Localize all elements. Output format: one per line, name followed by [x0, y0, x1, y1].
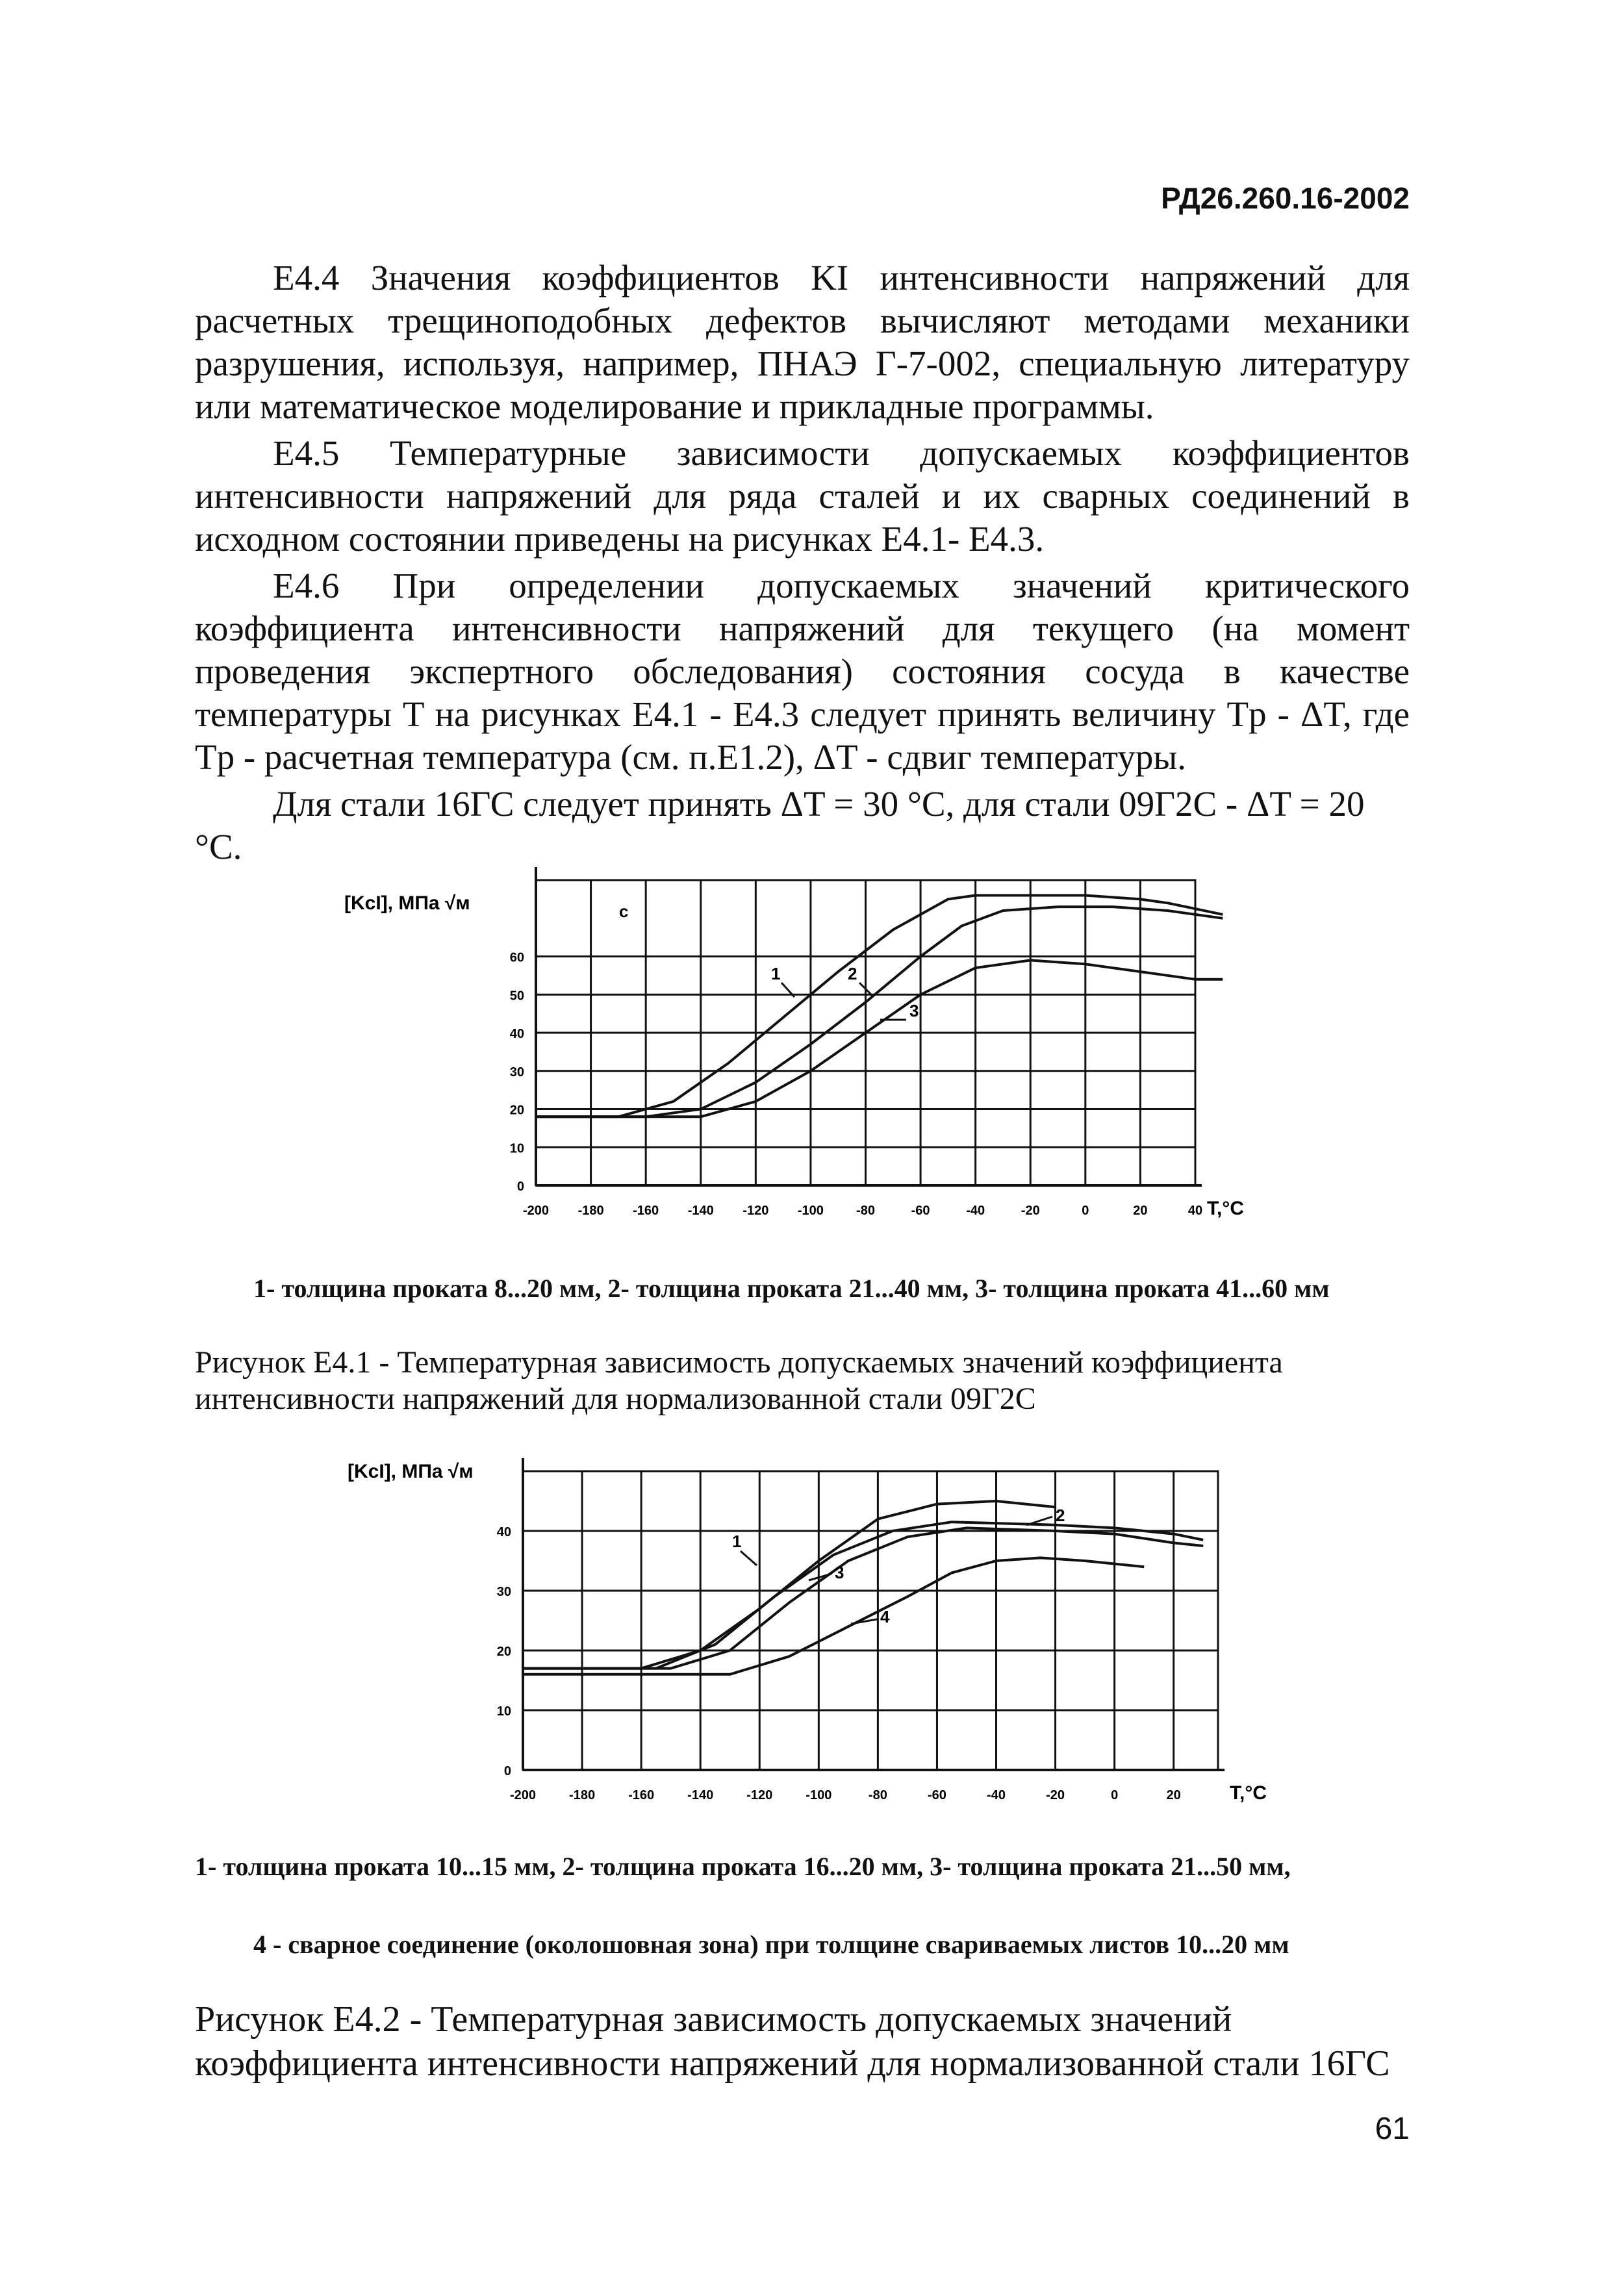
curve-label: c: [619, 902, 629, 921]
x-tick-label: -140: [687, 1788, 714, 1802]
x-tick-label: 0: [1082, 1204, 1089, 1218]
paragraph-e4-6: Е4.6 При определении допускаемых значений критического коэффициента интенсивности напряжений для текущего (на момент проведения экспертного обследования) состояния сосуда в качестве температуры T на рисунках Е4.1 - Е4.3 следует принять величину Tр - ΔT, где Tр - расчетная температура (см. п.Е1.2), ΔT - сдвиг температуры.: [195, 566, 1410, 777]
figure-2-legend-line-2: 4 - сварное соединение (околошовная зона) при толщине свариваемых листов 10...20 мм: [253, 1930, 1289, 1959]
y-tick-label: 50: [509, 989, 524, 1004]
x-tick-label: -180: [577, 1204, 604, 1218]
y-tick-label: 30: [496, 1585, 511, 1599]
page-number: 61: [1375, 2112, 1410, 2146]
x-tick-label: -80: [856, 1204, 875, 1218]
curve-label: 3: [835, 1563, 844, 1582]
x-tick-label: -80: [868, 1788, 887, 1802]
x-tick-label: -60: [911, 1204, 930, 1218]
series-line-2: [536, 907, 1223, 1117]
series-line-3: [536, 960, 1223, 1117]
y-axis-label: [KcI], МПа √м: [344, 892, 470, 914]
annotation-leader: [741, 1551, 757, 1565]
x-tick-label: -180: [569, 1788, 596, 1802]
series-line-1: [536, 896, 1223, 1117]
curve-label: 2: [848, 964, 857, 983]
y-tick-label: 40: [496, 1525, 511, 1539]
x-tick-label: -160: [628, 1788, 655, 1802]
y-tick-label: 20: [496, 1645, 511, 1659]
curve-label: 2: [1056, 1506, 1065, 1525]
curve-label: 3: [909, 1001, 919, 1020]
figure-2-legend-line-1: 1- толщина проката 10...15 мм, 2- толщина проката 16...20 мм, 3- толщина проката 21...50 мм,: [195, 1852, 1291, 1881]
y-tick-label: 30: [509, 1065, 524, 1080]
y-tick-label: 10: [509, 1141, 524, 1156]
paragraph-e4-5: Е4.5 Температурные зависимости допускаемых коэффициентов интенсивности напряжений для ряда сталей и их сварных соединений в исходном состоянии приведены на рисунках Е4.1- Е4.3.: [195, 433, 1410, 559]
y-tick-label: 20: [509, 1103, 524, 1118]
x-tick-label: -120: [742, 1204, 769, 1218]
y-tick-label: 0: [516, 1180, 524, 1194]
y-tick-label: 0: [503, 1764, 511, 1778]
y-axis-label: [KcI], МПа √м: [348, 1461, 474, 1482]
x-tick-label: 20: [1133, 1204, 1148, 1218]
chart-2-svg: [302, 1445, 1267, 1822]
y-tick-label: 60: [509, 950, 524, 965]
x-tick-label: -200: [509, 1788, 537, 1802]
series-line-4: [523, 1558, 1144, 1674]
x-tick-label: -100: [797, 1204, 824, 1218]
x-axis-label: T,°C: [1207, 1198, 1244, 1219]
chart-1-svg: [296, 864, 1244, 1234]
x-tick-label: 0: [1111, 1788, 1119, 1802]
x-tick-label: -160: [633, 1204, 659, 1218]
x-tick-label: -20: [1021, 1204, 1040, 1218]
document-code: РД26.260.16-2002: [1161, 181, 1410, 215]
figure-1-legend: 1- толщина проката 8...20 мм, 2- толщина проката 21...40 мм, 3- толщина проката 41...60 мм: [253, 1274, 1330, 1303]
x-tick-label: -40: [966, 1204, 985, 1218]
x-tick-label: -100: [806, 1788, 832, 1802]
curve-label: 4: [880, 1607, 890, 1626]
figure-1-caption: Рисунок Е4.1 - Температурная зависимость допускаемых значений коэффициента интенсивности напряжений для нормализованной стали 09Г2С: [195, 1345, 1283, 1416]
series-line-2: [523, 1522, 1203, 1668]
x-axis-label: T,°C: [1230, 1782, 1267, 1804]
x-tick-label: -140: [687, 1204, 714, 1218]
series-line-3: [523, 1528, 1203, 1668]
y-tick-label: 10: [496, 1704, 511, 1719]
x-tick-label: 20: [1166, 1788, 1181, 1802]
figure-2-chart: [302, 1445, 1267, 1822]
figure-2-caption: Рисунок Е4.2 - Температурная зависимость допускаемых значений коэффициента интенсивности напряжений для нормализованной стали 16ГС: [195, 1999, 1390, 2084]
paragraph-e4-4: Е4.4 Значения коэффициентов KI интенсивности напряжений для расчетных трещиноподобных дефектов вычисляют методами механики разрушения, используя, например, ПНАЭ Г-7-002, специальную литературу или математическое моделирование и прикладные программы.: [195, 258, 1410, 426]
paragraph-temperature-shift: Для стали 16ГС следует принять ΔT = 30 °C, для стали 09Г2С - ΔT = 20 °C.: [195, 784, 1365, 866]
x-tick-label: -120: [746, 1788, 773, 1802]
body-text: [195, 257, 1410, 872]
y-tick-label: 40: [509, 1027, 524, 1041]
x-tick-label: -200: [522, 1204, 550, 1218]
curve-label: 1: [771, 964, 781, 983]
x-tick-label: -20: [1046, 1788, 1065, 1802]
x-tick-label: 40: [1187, 1204, 1203, 1218]
curve-label: 1: [732, 1532, 742, 1551]
x-tick-label: -60: [927, 1788, 946, 1802]
x-tick-label: -40: [987, 1788, 1006, 1802]
figure-1-chart: [296, 864, 1244, 1234]
